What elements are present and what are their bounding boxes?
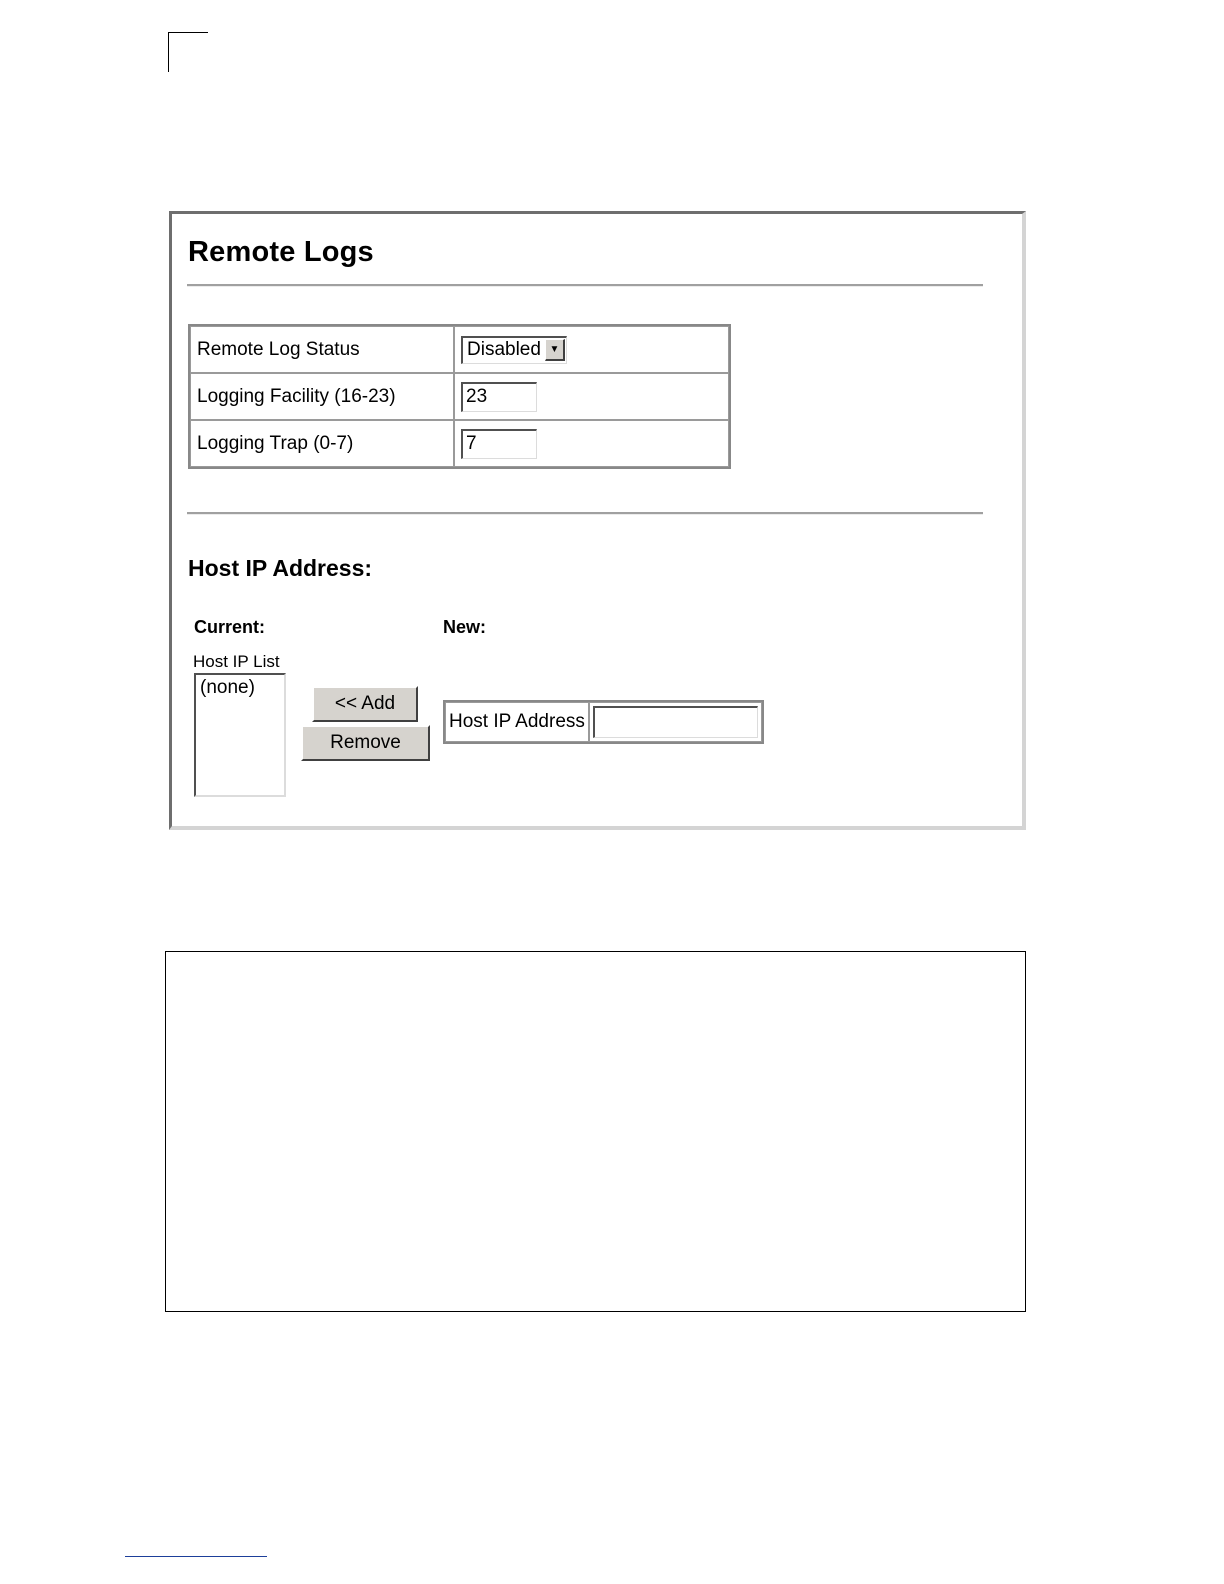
logging-trap-input[interactable]: 7 <box>461 429 537 459</box>
host-ip-listbox[interactable] <box>194 673 286 797</box>
table-row <box>445 702 762 742</box>
new-host-table <box>443 700 764 744</box>
remote-log-status-label: Remote Log Status <box>190 326 454 373</box>
table-row <box>190 373 729 420</box>
remove-button[interactable]: Remove <box>301 725 430 761</box>
divider <box>187 512 983 515</box>
host-ip-address-label: Host IP Address <box>445 702 589 742</box>
divider <box>187 284 983 287</box>
settings-table <box>188 324 731 469</box>
table-row <box>190 420 729 467</box>
host-ip-section-title: Host IP Address: <box>188 555 373 581</box>
remote-log-status-value: Disabled <box>467 339 541 360</box>
footer-rule <box>125 1556 267 1557</box>
page-title: Remote Logs <box>188 236 374 268</box>
host-ip-address-input[interactable] <box>593 706 758 738</box>
current-label: Current: <box>194 617 265 637</box>
logging-trap-label: Logging Trap (0-7) <box>190 420 454 467</box>
logging-facility-input[interactable]: 23 <box>461 382 537 412</box>
empty-frame <box>165 951 1026 1312</box>
crop-mark <box>168 32 169 72</box>
remote-logs-panel <box>169 211 1026 830</box>
add-button[interactable]: << Add <box>312 686 418 722</box>
logging-facility-label: Logging Facility (16-23) <box>190 373 454 420</box>
chevron-down-icon[interactable]: ▼ <box>545 339 565 361</box>
host-ip-list-label: Host IP List <box>193 652 280 671</box>
list-item[interactable]: (none) <box>200 677 255 698</box>
remote-log-status-select[interactable] <box>461 336 567 364</box>
table-row <box>190 326 729 373</box>
new-label: New: <box>443 617 487 637</box>
crop-mark <box>168 32 208 33</box>
